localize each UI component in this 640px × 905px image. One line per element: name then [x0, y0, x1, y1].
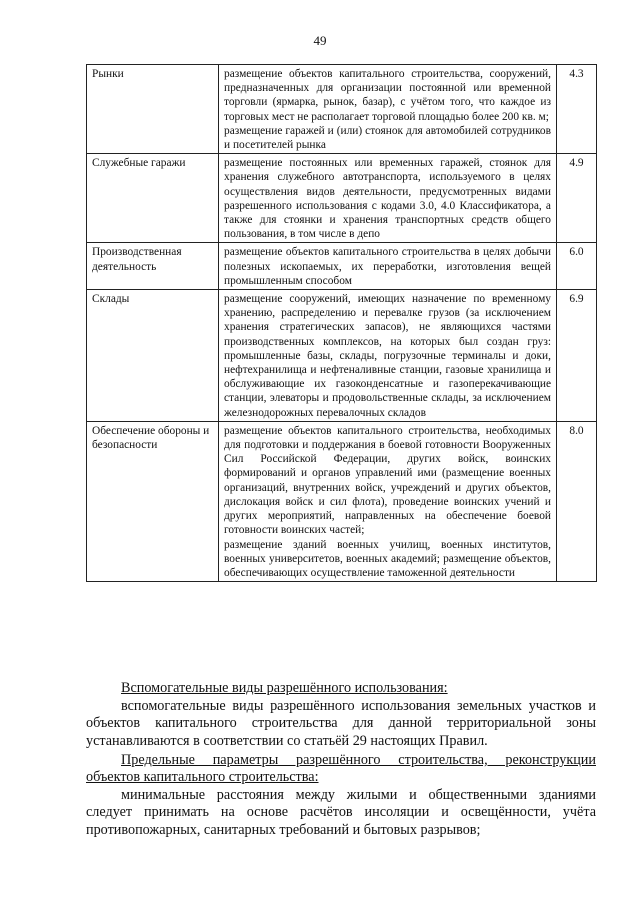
auxiliary-uses-heading: Вспомогательные виды разрешённого использования: [121, 680, 448, 696]
use-type-code: 4.9 [557, 154, 597, 243]
page-number: 49 [313, 33, 327, 48]
table-row [87, 421, 597, 581]
use-type-name: Служебные гаражи [87, 154, 219, 243]
use-type-description [219, 243, 557, 290]
use-type-code: 8.0 [557, 421, 597, 581]
land-use-table [86, 64, 597, 582]
description-paragraph: размещение объектов капитального строительства в целях добычи полезных ископаемых, их переработки, изготовления вещей промышленным способом [224, 246, 551, 287]
description-paragraph: размещение зданий военных училищ, военных институтов, военных университетов, военных академий; размещение объектов, обеспечивающих осуществление таможенной деятельности [224, 538, 551, 579]
use-type-name: Рынки [87, 65, 219, 154]
table-row [87, 154, 597, 243]
use-type-code: 4.3 [557, 65, 597, 154]
use-type-code: 6.0 [557, 243, 597, 290]
table-row [87, 65, 597, 154]
use-type-description [219, 290, 557, 422]
use-type-description [219, 421, 557, 581]
use-type-name: Склады [87, 290, 219, 422]
use-type-description [219, 65, 557, 154]
use-type-name: Обеспечение обороны и безопасности [87, 421, 219, 581]
use-type-description [219, 154, 557, 243]
description-paragraph: размещение сооружений, имеющих назначение по временному хранению, распределению и перевалке грузов (за исключением хранения стратегических запасов), не являющихся частями производственных комплексов, на которых был создан груз: промышленные базы, склады, погрузочные терминалы и доки, нефтехранилища и нефтеналивные станции, газовые хранилища и обслуживающие их газоконденсатные и газоперекачивающие станции, элеваторы и продовольственные склады, за исключением железнодорожных перевалочных складов [224, 293, 551, 419]
parameters-text: минимальные расстояния между жилыми и общественными зданиями следует принимать на основе расчётов инсоляции и освещённости, учёта противопожарных, санитарных требований и бытовых разрывов; [86, 787, 596, 838]
parameters-heading: Предельные параметры разрешённого строительства, реконструкции объектов капитального строительства: [86, 752, 596, 786]
description-paragraph: размещение объектов капитального строительства, необходимых для подготовки и поддержания в боевой готовности Вооруженных Сил Российской Федерации, других войск, воинских формирований и органов управлений ими (размещение военных организаций, внутренних войск, учреждений и других объектов, дислокация войск и сил флота), проведение воинских учений и других мероприятий, направленных на обеспечение боевой готовности воинских частей; [224, 424, 551, 537]
use-type-code: 6.9 [557, 290, 597, 422]
use-type-name: Производственная деятельность [87, 243, 219, 290]
description-paragraph: размещение гаражей и (или) стоянок для автомобилей сотрудников и посетителей рынка [224, 124, 551, 152]
description-paragraph: размещение объектов капитального строительства, сооружений, предназначенных для организации постоянной или временной торговли (ярмарка, рынок, базар), с учётом того, что каждое из торговых мест не располагает торговой площадью более 200 кв. м; [224, 68, 551, 123]
table-row [87, 290, 597, 422]
description-paragraph: размещение постоянных или временных гаражей, стоянок для хранения служебного автотранспорта, используемого в целях осуществления видов деятельности, предусмотренных видами разрешенного использования с кодами 3.0, 4.0 Классификатора, а также для стоянки и хранения транспортных средств общего пользования, в том числе в депо [224, 157, 551, 241]
table-row [87, 243, 597, 290]
auxiliary-uses-text: вспомогательные виды разрешённого использования земельных участков и объектов капитального строительства для данной территориальной зоны устанавливаются в соответствии со статьёй 29 настоящих Правил. [86, 698, 596, 749]
